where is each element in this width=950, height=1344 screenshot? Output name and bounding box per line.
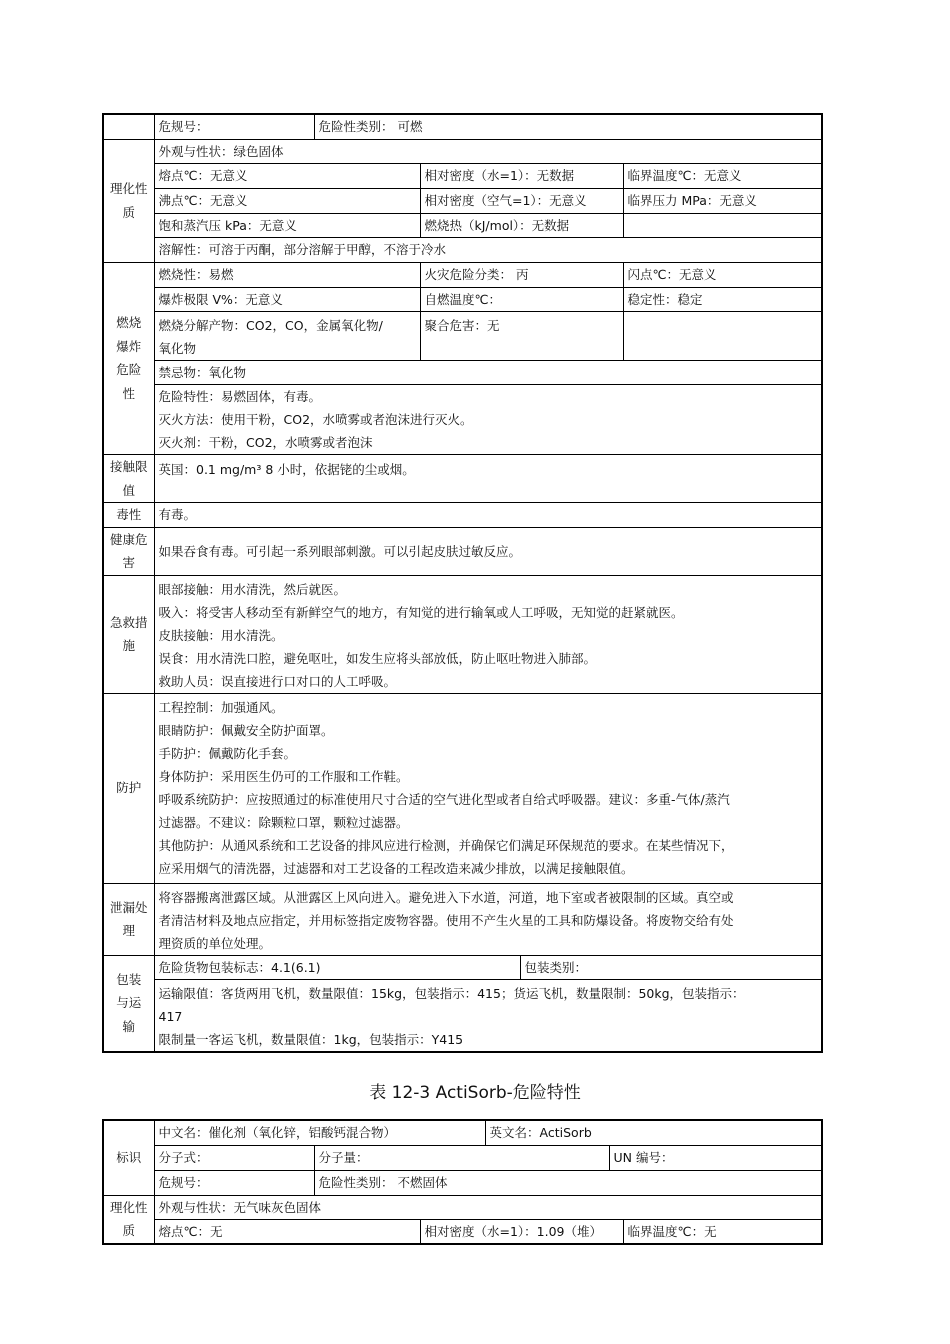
protection-line: 工程控制：加强通风。 [158,699,284,715]
fire-hazard-label: 燃烧爆炸危险性 [103,262,154,455]
empty-cell [623,213,822,237]
critical-pressure: 临界压力 MPa：无意义 [623,188,822,213]
first-aid-measures [154,575,822,693]
protection-label: 防护 [103,693,154,883]
first-aid-line: 救助人员：误直接进行口对口的人工呼吸。 [158,673,397,689]
package-class: 包装类别： [520,955,822,979]
protection-line: 应采用烟气的清洗器，过滤器和对工艺设备的工程改造来减少排放，以满足接触限值。 [158,860,634,876]
transport-line: 运输限值：客货两用飞机，数量限值：15kg，包装指示：415；货运飞机，数量限制：50kg，包装指示： [158,985,745,1001]
protection-line: 眼睛防护：佩戴安全防护面罩。 [158,722,334,738]
fire-class: 火灾危险分类： 丙 [420,262,623,287]
spill-handling-label: 泄漏处理 [103,883,154,955]
empty-cell [623,311,822,360]
molecular-weight: 分子量： [314,1145,609,1170]
relative-density: 相对密度（水=1）：1.09（堆） [420,1219,623,1244]
toxicity: 有毒。 [154,503,822,528]
extinguishing-agent: 灭火剂：干粉，CO2，水喷雾或者泡沫 [154,431,822,455]
exposure-limit: 英国：0.1 mg/m³ 8 小时，依据铑的尘或烟。 [154,455,822,503]
protection-line: 呼吸系统防护：应按照通过的标准使用尺寸合适的空气进化型或者自给式呼吸器。建议：多重-气体/蒸汽 [158,791,730,807]
transport-label: 包装与运输 [103,955,154,1052]
health-hazard: 如果吞食有毒。可引起一系列眼部刺激。可以引起皮肤过敏反应。 [154,527,822,575]
melting-point: 熔点℃：无 [154,1219,420,1244]
relative-density-water: 相对密度（水=1）：无数据 [420,163,623,188]
protection-measures [154,693,822,883]
id-label-cell [103,114,154,139]
hazard-table-continued [102,113,823,1053]
transport-limits [154,979,822,1052]
vapor-pressure: 饱和蒸汽压 kPa：无意义 [154,213,420,237]
decomposition-line: 燃烧分解产物：CO2，CO，金属氧化物/ [158,317,383,333]
first-aid-line: 误食：用水清洗口腔，避免呕吐，如发生应将头部放低，防止呕吐物进入肺部。 [158,650,597,666]
appearance: 外观与性状：绿色固体 [154,139,822,163]
hazard-number: 危规号： [154,1170,314,1195]
first-aid-line: 吸入：将受害人移动至有新鲜空气的地方，有知觉的进行输氧或人工呼吸，无知觉的赶紧就医。 [158,604,684,620]
protection-line: 其他防护：从通风系统和工艺设备的排风应进行检测，并确保它们满足环保规范的要求。在某些情况下， [158,837,734,853]
spill-handling [154,883,822,955]
protection-line: 手防护：佩戴防化手套。 [158,745,297,761]
identification-label: 标识 [103,1120,154,1195]
un-number: UN 编号： [609,1145,822,1170]
boiling-point: 沸点℃：无意义 [154,188,420,213]
flash-point: 闪点℃：无意义 [623,262,822,287]
exposure-limit-label: 接触限值 [103,455,154,503]
package-mark: 危险货物包装标志：4.1(6.1) [154,955,520,979]
physical-props-label: 理化性质 [103,1195,154,1244]
first-aid-line: 皮肤接触：用水清洗。 [158,627,284,643]
actisorb-hazard-table [102,1119,823,1245]
combustion-heat: 燃烧热（kJ/mol）：无数据 [420,213,623,237]
first-aid-label: 急救措施 [103,575,154,693]
protection-line: 身体防护：采用医生仍可的工作服和工作鞋。 [158,768,409,784]
autoignition-temp: 自燃温度℃： [420,287,623,311]
decomposition-products [154,311,420,360]
hazard-class: 危险性类别： 不燃固体 [314,1170,822,1195]
critical-temperature: 临界温度℃：无 [623,1219,822,1244]
hazard-number: 危规号： [154,114,314,139]
stability: 稳定性：稳定 [623,287,822,311]
physical-props-label: 理化性质 [103,139,154,262]
protection-line: 过滤器。不建议：除颗粒口罩，颗粒过滤器。 [158,814,409,830]
english-name: 英文名：ActiSorb [485,1120,822,1145]
hazard-class: 危险性类别： 可燃 [314,114,822,139]
transport-line: 限制量一客运飞机，数量限值：1kg，包装指示：Y415 [158,1031,464,1047]
health-hazard-label: 健康危害 [103,527,154,575]
molecular-formula: 分子式： [154,1145,314,1170]
explosion-limit: 爆炸极限 V%：无意义 [154,287,420,311]
flammability: 燃烧性：易燃 [154,262,420,287]
chinese-name: 中文名：催化剂（氧化锌，铝酸钙混合物） [154,1120,485,1145]
melting-point: 熔点℃：无意义 [154,163,420,188]
relative-density-air: 相对密度（空气=1）：无意义 [420,188,623,213]
table-caption: 表 12-3 ActiSorb-危险特性 [369,1083,581,1103]
spill-line: 者清洁材料及地点应指定，并用标签指定废物容器。使用不产生火星的工具和防爆设备。将废物交给有处 [158,912,734,928]
first-aid-line: 眼部接触：用水清洗，然后就医。 [158,581,347,597]
decomposition-line: 氧化物 [158,340,197,356]
appearance: 外观与性状：无气味灰色固体 [154,1195,822,1219]
incompatible-materials: 禁忌物：氧化物 [154,360,822,384]
critical-temperature: 临界温度℃：无意义 [623,163,822,188]
toxicity-label: 毒性 [103,503,154,528]
firefighting-method: 灭火方法：使用干粉，CO2，水喷雾或者泡沫进行灭火。 [154,408,822,431]
spill-line: 将容器搬离泄露区域。从泄露区上风向进入。避免进入下水道，河道，地下室或者被限制的区域。真空或 [158,889,734,905]
solubility: 溶解性：可溶于丙酮，部分溶解于甲醇，不溶于冷水 [154,237,822,262]
polymerization-hazard: 聚合危害：无 [420,311,623,360]
hazard-characteristics: 危险特性：易燃固体，有毒。 [154,384,822,408]
spill-line: 理资质的单位处理。 [158,935,272,951]
transport-line: 417 [158,1008,183,1024]
